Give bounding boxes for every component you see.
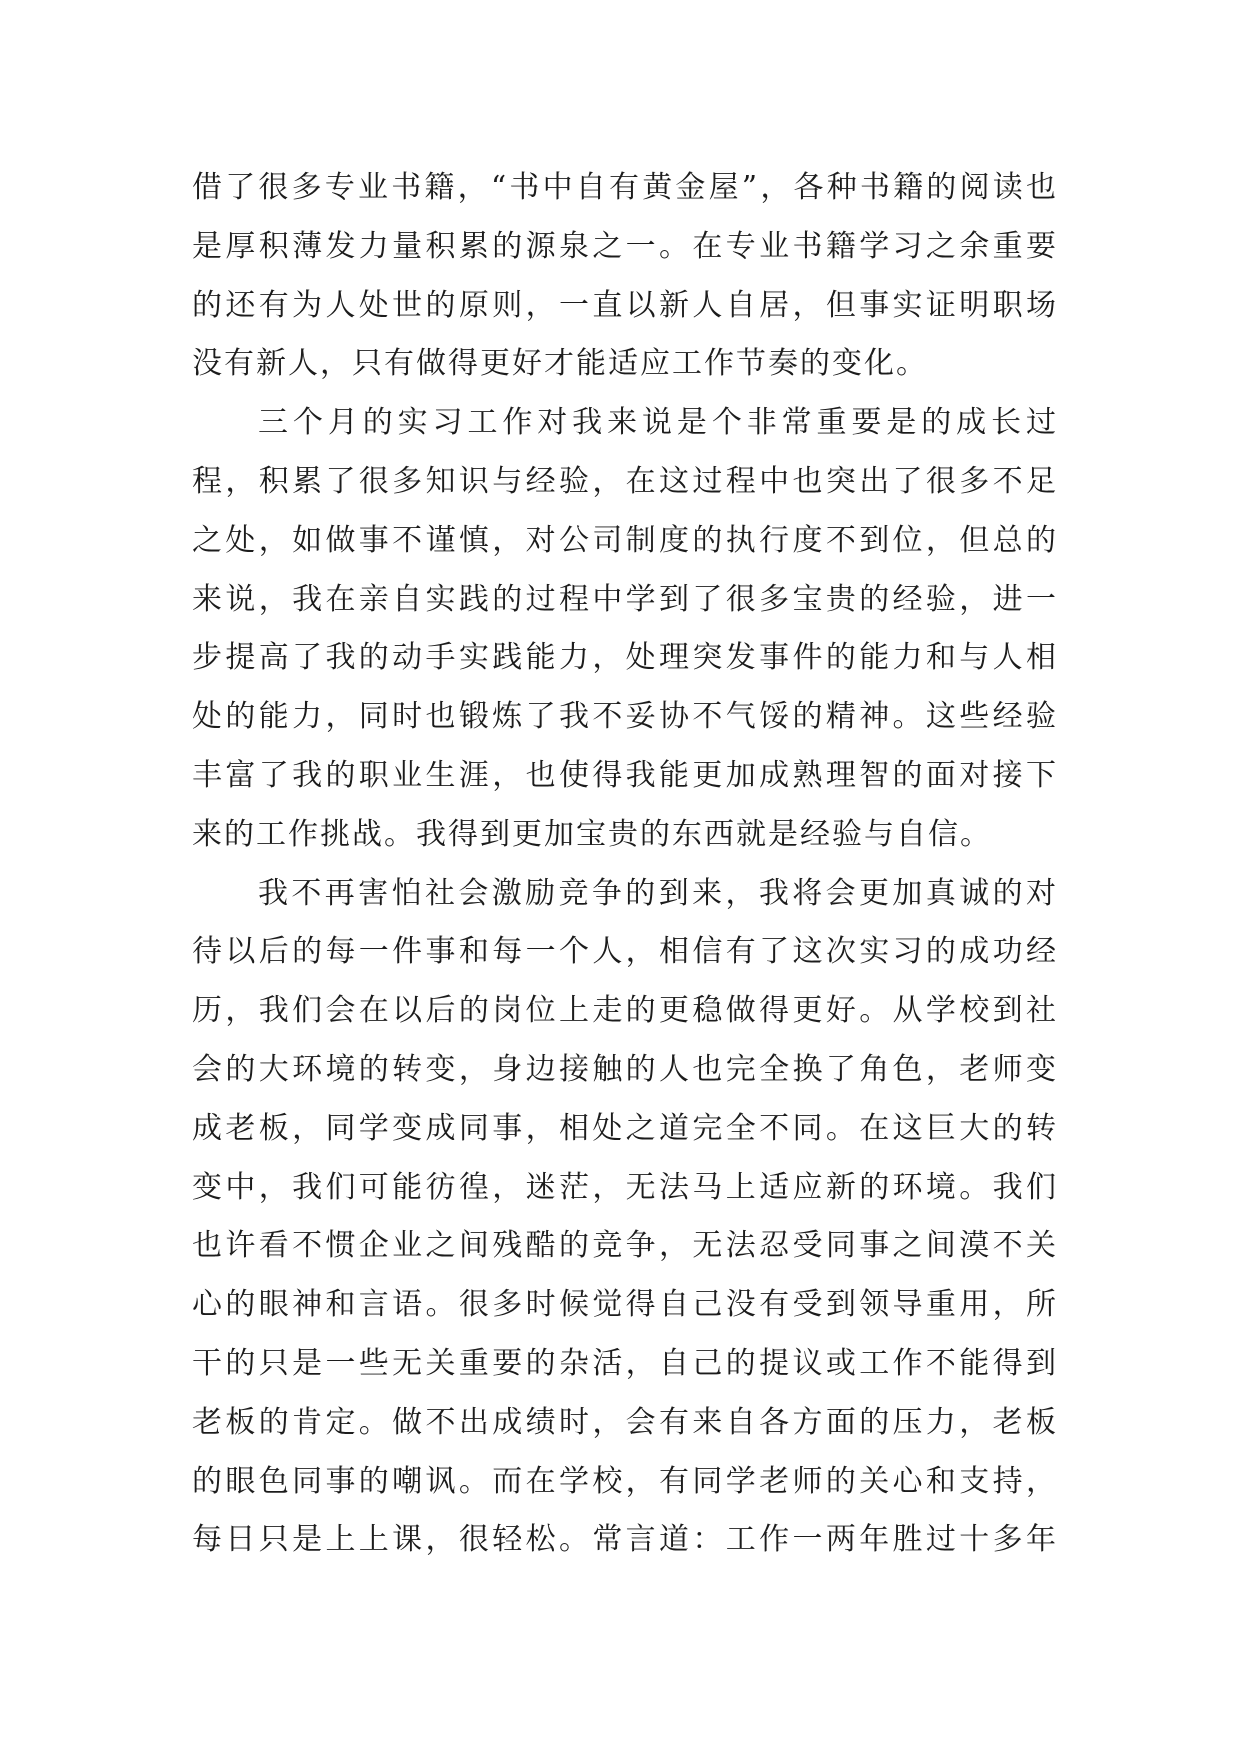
- text-line: 之处，如做事不谨慎，对公司制度的执行度不到位，但总的: [192, 522, 1058, 558]
- text-line: 程，积累了很多知识与经验，在这过程中也突出了很多不足: [192, 463, 1058, 499]
- text-line: 会的大环境的转变，身边接触的人也完全换了角色，老师变: [192, 1051, 1058, 1087]
- text-line: 借了很多专业书籍，“书中自有黄金屋”，各种书籍的阅读也: [192, 170, 1058, 205]
- text-line: 我不再害怕社会激励竞争的到来，我将会更加真诚的对: [258, 875, 1058, 911]
- text-line: 心的眼神和言语。很多时候觉得自己没有受到领导重用，所: [192, 1287, 1058, 1323]
- text-line: 处的能力，同时也锻炼了我不妥协不气馁的精神。这些经验: [192, 699, 1058, 735]
- text-line: 来说，我在亲自实践的过程中学到了很多宝贵的经验，进一: [192, 581, 1058, 617]
- text-line: 也许看不惯企业之间残酷的竞争，无法忍受同事之间漠不关: [192, 1228, 1058, 1264]
- text-line: 三个月的实习工作对我来说是个非常重要是的成长过: [258, 405, 1058, 441]
- text-line: 的还有为人处世的原则，一直以新人自居，但事实证明职场: [192, 287, 1058, 323]
- text-line: 历，我们会在以后的岗位上走的更稳做得更好。从学校到社: [192, 993, 1058, 1029]
- paragraph-internship-growth: [192, 394, 1058, 864]
- text-line: 变中，我们可能彷徨，迷茫，无法马上适应新的环境。我们: [192, 1169, 1058, 1205]
- paragraph-continuation: [192, 159, 1058, 394]
- text-line: 来的工作挑战。我得到更加宝贵的东西就是经验与自信。: [192, 816, 992, 852]
- text-line: 待以后的每一件事和每一个人，相信有了这次实习的成功经: [192, 934, 1058, 970]
- body-text: [192, 159, 1058, 1570]
- text-line: 丰富了我的职业生涯，也使得我能更加成熟理智的面对接下: [192, 757, 1058, 793]
- text-line: 的眼色同事的嘲讽。而在学校，有同学老师的关心和支持，: [192, 1463, 1058, 1499]
- text-line: 步提高了我的动手实践能力，处理突发事件的能力和与人相: [192, 640, 1058, 676]
- text-line: 老板的肯定。做不出成绩时，会有来自各方面的压力，老板: [192, 1404, 1058, 1440]
- text-line: 每日只是上上课，很轻松。常言道：工作一两年胜过十多年: [192, 1522, 1058, 1558]
- text-line: 成老板，同学变成同事，相处之道完全不同。在这巨大的转: [192, 1110, 1058, 1146]
- text-line: 是厚积薄发力量积累的源泉之一。在专业书籍学习之余重要: [192, 228, 1058, 264]
- text-line: 没有新人，只有做得更好才能适应工作节奏的变化。: [192, 346, 928, 382]
- text-line: 干的只是一些无关重要的杂活，自己的提议或工作不能得到: [192, 1345, 1058, 1381]
- paragraph-social-transition: [192, 865, 1058, 1571]
